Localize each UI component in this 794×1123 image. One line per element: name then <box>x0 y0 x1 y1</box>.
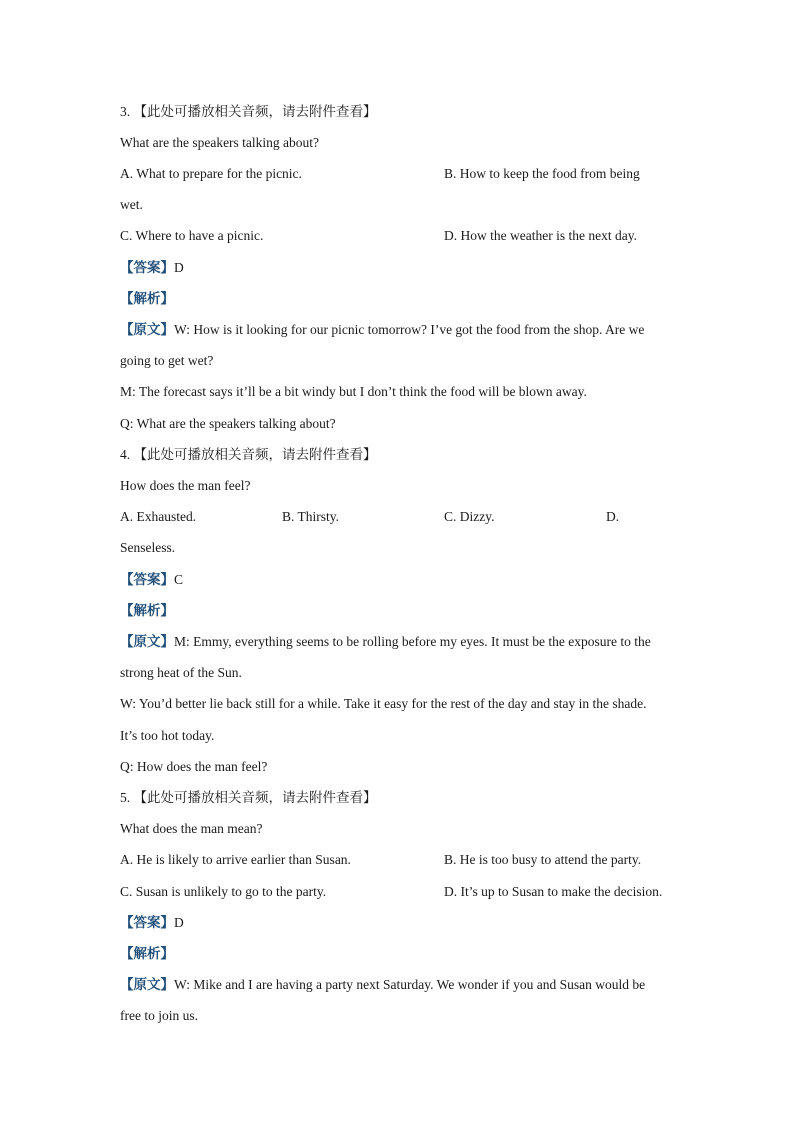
q5-option-c: C. Susan is unlikely to go to the party. <box>120 884 327 899</box>
q4-script-line-3: W: You’d better lie back still for a while. Take it easy for the rest of the day and stay in the shade. <box>120 696 647 711</box>
q3-question: What are the speakers talking about? <box>120 135 320 150</box>
q3-option-b-cont: wet. <box>120 197 143 212</box>
q4-script-line-1 <box>120 633 680 651</box>
script-text: W: How is it looking for our picnic tomorrow? I’ve got the food from the shop. Are we <box>174 322 645 337</box>
q4-question: How does the man feel? <box>120 478 251 493</box>
analysis-label: 【解析】 <box>120 291 174 306</box>
q4-header: 4. 【此处可播放相关音频，请去附件查看】 <box>120 447 377 462</box>
answer-value: D <box>174 915 184 930</box>
q5-script-line-1 <box>120 976 680 994</box>
q5-option-b: B. He is too busy to attend the party. <box>444 852 642 867</box>
q3-option-c: C. Where to have a picnic. <box>120 228 264 243</box>
answer-label: 【答案】 <box>120 260 174 275</box>
q3-option-d: D. How the weather is the next day. <box>444 228 637 243</box>
q3-script-line-4: Q: What are the speakers talking about? <box>120 416 336 431</box>
q3-script-line-1 <box>120 321 680 339</box>
q4-option-a: A. Exhausted. <box>120 509 197 524</box>
q4-option-d: D. <box>606 509 620 524</box>
q4-script-line-5: Q: How does the man feel? <box>120 759 268 774</box>
script-text: M: Emmy, everything seems to be rolling before my eyes. It must be the exposure to the <box>174 634 651 649</box>
answer-label: 【答案】 <box>120 572 174 587</box>
script-label: 【原文】 <box>120 634 174 649</box>
q3-analysis <box>120 290 680 308</box>
q4-script-line-2: strong heat of the Sun. <box>120 665 242 680</box>
q3-option-a: A. What to prepare for the picnic. <box>120 166 302 181</box>
q4-option-b: B. Thirsty. <box>282 509 340 524</box>
q4-option-c: C. Dizzy. <box>444 509 495 524</box>
q3-answer <box>120 259 680 277</box>
answer-value: C <box>174 572 184 587</box>
q3-script-line-2: going to get wet? <box>120 353 214 368</box>
q3-script-line-3: M: The forecast says it’ll be a bit windy but I don’t think the food will be blown away. <box>120 384 587 399</box>
q5-option-a: A. He is likely to arrive earlier than Susan. <box>120 852 351 867</box>
q4-analysis <box>120 602 680 620</box>
q4-answer <box>120 571 680 589</box>
script-label: 【原文】 <box>120 322 174 337</box>
answer-label: 【答案】 <box>120 915 174 930</box>
q5-option-d: D. It’s up to Susan to make the decision. <box>444 884 663 899</box>
q4-script-line-4: It’s too hot today. <box>120 728 215 743</box>
q5-question: What does the man mean? <box>120 821 263 836</box>
q5-analysis <box>120 945 680 963</box>
analysis-label: 【解析】 <box>120 946 174 961</box>
answer-value: D <box>174 260 184 275</box>
script-text: W: Mike and I are having a party next Saturday. We wonder if you and Susan would be <box>174 977 646 992</box>
q3-option-b: B. How to keep the food from being <box>444 166 640 181</box>
script-label: 【原文】 <box>120 977 174 992</box>
q5-script-line-2: free to join us. <box>120 1008 198 1023</box>
q5-answer <box>120 914 680 932</box>
analysis-label: 【解析】 <box>120 603 174 618</box>
q4-option-d-cont: Senseless. <box>120 540 176 555</box>
q3-header: 3. 【此处可播放相关音频，请去附件查看】 <box>120 104 377 119</box>
q5-header: 5. 【此处可播放相关音频，请去附件查看】 <box>120 790 377 805</box>
